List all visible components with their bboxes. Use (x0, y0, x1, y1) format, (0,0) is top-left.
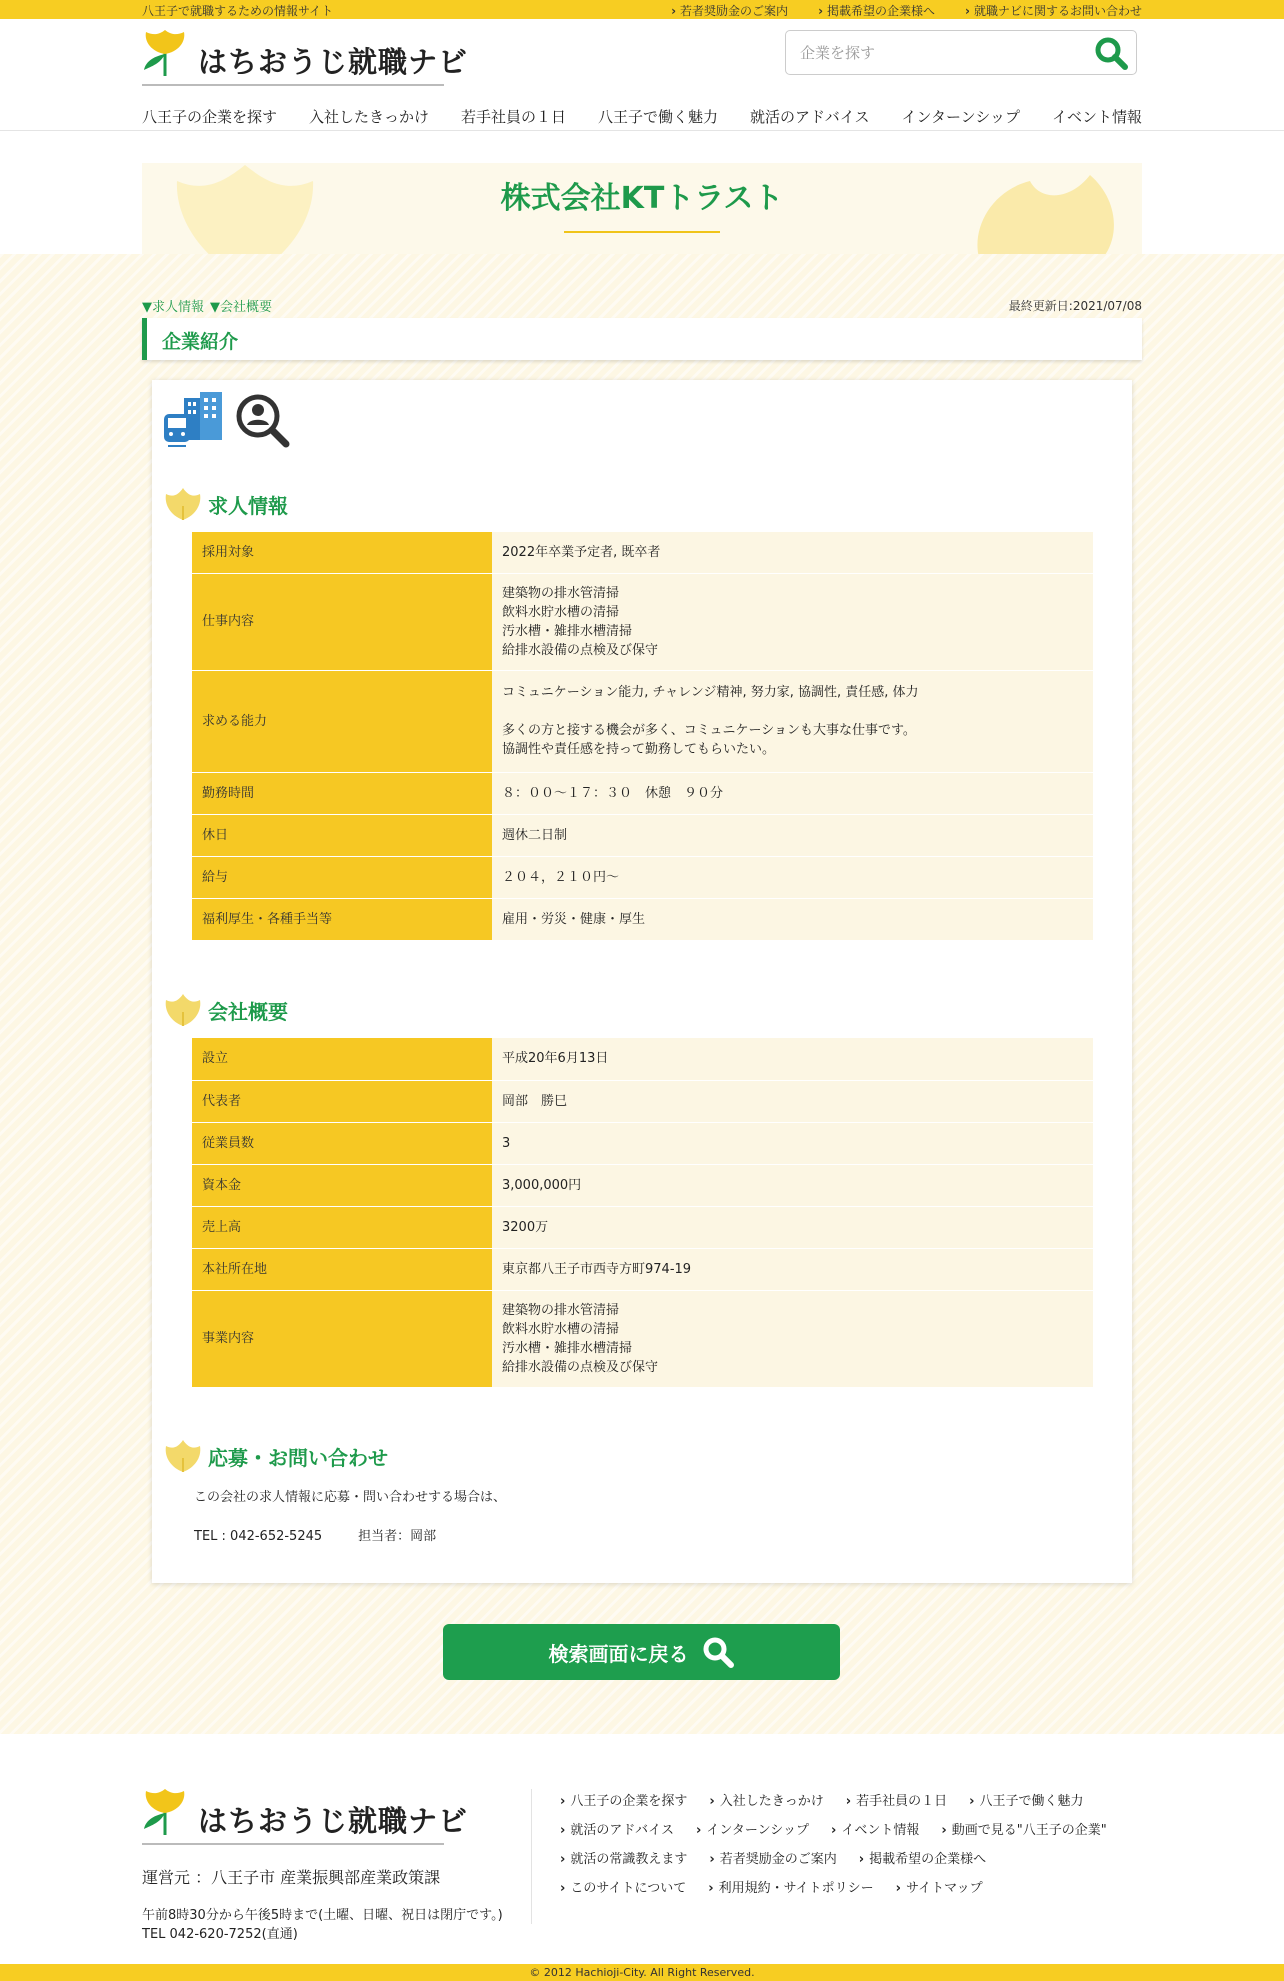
footer-divider (531, 1789, 532, 1924)
company-icons (162, 392, 290, 448)
value-line: 2022年卒業予定者, 既卒者 (502, 544, 661, 560)
row-label: 勤務時間 (192, 772, 492, 814)
row-value (492, 772, 1093, 814)
contact-heading (164, 1440, 388, 1472)
section-header (142, 318, 1142, 360)
nav-advice[interactable]: 就活のアドバイス (750, 108, 870, 126)
table-row (192, 532, 1093, 573)
company-search (785, 30, 1137, 75)
section-title: 企業紹介 (162, 331, 239, 353)
office-tel: TEL 042-620-7252(直通) (142, 1927, 298, 1942)
value-line: 飲料水貯水槽の清掃 (502, 1321, 620, 1337)
ginkgo-leaf-icon (164, 994, 202, 1026)
site-logo[interactable] (142, 30, 469, 86)
company-overview-title: 会社概要 (208, 999, 288, 1024)
nav-internship[interactable]: インターンシップ (901, 108, 1020, 126)
table-row (192, 1080, 1093, 1122)
row-label: 給与 (192, 856, 492, 898)
footer-logo[interactable] (142, 1789, 469, 1845)
ginkgo-logo-icon (142, 30, 188, 80)
value-line: 建築物の排水管清掃 (502, 585, 620, 601)
footer-link-row (560, 1848, 1160, 1877)
value-line: 週休二日制 (502, 827, 568, 843)
value-line: 汚水槽・雑排水槽清掃 (502, 1340, 633, 1356)
value-line: 多くの方と接する機会が多く、コミュニケーションも大事な仕事です。 (502, 723, 916, 738)
page-hero (0, 131, 1284, 254)
table-row (192, 1206, 1093, 1248)
search-icon[interactable] (1092, 35, 1130, 71)
top-links (671, 2, 1142, 19)
table-row (192, 856, 1093, 898)
office-hours: 午前8時30分から午後5時まで(土曜、日曜、祝日は閉庁です。) (142, 1908, 503, 1923)
table-row (192, 573, 1093, 670)
value-line: 給排水設備の点検及び保守 (502, 1359, 659, 1375)
top-bar (0, 0, 1284, 19)
value-line: ８：００～１７：３０ 休憩 ９０分 (502, 785, 724, 801)
value-line: 協調性や責任感を持って勤務してもらいたい。 (502, 742, 776, 757)
row-label: 求める能力 (192, 670, 492, 772)
footer-hours (142, 1906, 503, 1944)
footer-link[interactable]: › 就活の常識教えます (560, 1848, 687, 1877)
footer-logo-text: はちおうじ就職ナビ (198, 1804, 469, 1838)
value-line: 汚水槽・雑排水槽清掃 (502, 623, 633, 639)
footer-link[interactable]: › イベント情報 (831, 1819, 919, 1848)
footer-link[interactable]: › 利用規約・サイトポリシー (708, 1877, 873, 1906)
table-row (192, 1290, 1093, 1387)
row-label: 代表者 (192, 1080, 492, 1122)
search-icon (701, 1635, 735, 1669)
value-line: 岡部 勝巳 (502, 1093, 568, 1109)
table-row (192, 814, 1093, 856)
top-link-listing[interactable]: › 掲載希望の企業様へ (818, 2, 935, 19)
row-label: 本社所在地 (192, 1248, 492, 1290)
value-line: 給排水設備の点検及び保守 (502, 642, 659, 658)
company-overview-heading (164, 994, 288, 1026)
row-label: 仕事内容 (192, 573, 492, 670)
value-line (502, 702, 1083, 721)
search-input[interactable] (800, 41, 1080, 65)
global-nav (142, 106, 1142, 127)
nav-appeal[interactable]: 八王子で働く魅力 (598, 108, 719, 126)
footer-link[interactable]: › インターンシップ (696, 1819, 809, 1848)
contact-note: この会社の求人情報に応募・問い合わせする場合は、 (194, 1490, 507, 1505)
company-card (152, 380, 1132, 1583)
table-row (192, 1122, 1093, 1164)
value-line: コミュニケーション能力, チャレンジ精神, 努力家, 協調性, 責任感, 体力 (502, 685, 919, 700)
title-underline (564, 231, 720, 233)
footer-link[interactable]: › 八王子で働く魅力 (969, 1790, 1083, 1819)
value-line: 3200万 (502, 1219, 549, 1235)
table-row (192, 1164, 1093, 1206)
row-value (492, 1122, 1093, 1164)
logo-underline (142, 84, 444, 86)
value-line: 東京都八王子市西寺方町974-19 (502, 1261, 692, 1277)
site-tagline: 八王子で就職するための情報サイト (142, 4, 334, 18)
table-row (192, 1038, 1093, 1080)
back-to-search-button[interactable] (443, 1624, 840, 1680)
table-row (192, 898, 1093, 940)
value-line: 雇用・労災・健康・厚生 (502, 911, 646, 927)
top-link-incentive[interactable]: › 若者奨励金のご案内 (671, 2, 788, 19)
footer-links (560, 1790, 1160, 1906)
footer-link-row (560, 1819, 1160, 1848)
row-label: 休日 (192, 814, 492, 856)
last-updated: 最終更新日:2021/07/08 (1008, 299, 1142, 313)
contact-person: 担当者：岡部 (358, 1529, 437, 1544)
nav-young-day[interactable]: 若手社員の１日 (461, 108, 567, 126)
contact-tel: TEL : 042-652-5245 (194, 1529, 323, 1544)
value-line: 3,000,000円 (502, 1177, 582, 1193)
ginkgo-leaf-icon (164, 1440, 202, 1472)
footer-link-row (560, 1790, 1160, 1819)
top-link-contact[interactable]: › 就職ナビに関するお問い合わせ (965, 2, 1142, 19)
company-overview-table (192, 1038, 1093, 1388)
footer (0, 1734, 1284, 1964)
footer-link[interactable]: › 掲載希望の企業様へ (859, 1848, 986, 1877)
footer-link[interactable]: › 若手社員の１日 (846, 1790, 947, 1819)
row-value (492, 814, 1093, 856)
logo-text: はちおうじ就職ナビ (198, 45, 469, 79)
row-value (492, 1248, 1093, 1290)
footer-link[interactable]: › 若者奨励金のご案内 (709, 1848, 836, 1877)
footer-logo-underline (142, 1843, 444, 1845)
nav-find-companies[interactable]: 八王子の企業を探す (142, 108, 278, 126)
table-row (192, 1248, 1093, 1290)
footer-link[interactable]: › 八王子の企業を探す (560, 1790, 687, 1819)
value-line: 建築物の排水管清掃 (502, 1302, 620, 1318)
footer-link-row (560, 1877, 1160, 1906)
row-value (492, 1038, 1093, 1080)
footer-link[interactable]: › 動画で見る"八王子の企業" (941, 1819, 1106, 1848)
value-line: 3 (502, 1135, 511, 1151)
row-label: 福利厚生・各種手当等 (192, 898, 492, 940)
value-line: 飲料水貯水槽の清掃 (502, 604, 620, 620)
row-value (492, 898, 1093, 940)
anchor-links (142, 296, 278, 315)
row-label: 採用対象 (192, 532, 492, 573)
nav-events[interactable]: イベント情報 (1051, 108, 1142, 126)
row-value (492, 532, 1093, 573)
row-value (492, 1290, 1093, 1387)
row-label: 従業員数 (192, 1122, 492, 1164)
footer-link[interactable]: › 入社したきっかけ (709, 1790, 823, 1819)
row-value (492, 1080, 1093, 1122)
footer-link[interactable]: › サイトマップ (896, 1877, 983, 1906)
anchor-job-info[interactable]: ▼求人情報 (142, 300, 204, 315)
table-row (192, 670, 1093, 772)
anchor-company-overview[interactable]: ▼会社概要 (210, 300, 272, 315)
table-row (192, 772, 1093, 814)
page-title: 株式会社KTトラスト (500, 181, 784, 216)
contact-title: 応募・お問い合わせ (208, 1445, 388, 1470)
row-value (492, 1206, 1093, 1248)
job-info-table (192, 532, 1093, 941)
user-search-icon (234, 392, 290, 448)
ginkgo-leaf-icon (164, 488, 202, 520)
contact-info (194, 1525, 472, 1544)
footer-link[interactable]: › 就活のアドバイス (560, 1819, 674, 1848)
row-label: 設立 (192, 1038, 492, 1080)
row-value (492, 1164, 1093, 1206)
value-line: ２０４，２１０円～ (502, 869, 620, 885)
ginkgo-logo-icon (142, 1789, 188, 1839)
value-line: 平成20年6月13日 (502, 1051, 609, 1067)
row-value (492, 573, 1093, 670)
row-value (492, 856, 1093, 898)
job-info-heading (164, 488, 288, 520)
copyright: © 2012 Hachioji-City. All Right Reserved. (0, 1964, 1284, 1981)
row-label: 資本金 (192, 1164, 492, 1206)
row-value (492, 670, 1093, 772)
row-label: 事業内容 (192, 1290, 492, 1387)
train-building-icon (162, 392, 224, 448)
job-info-title: 求人情報 (208, 493, 288, 518)
nav-motivation[interactable]: 入社したきっかけ (309, 108, 430, 126)
row-label: 売上高 (192, 1206, 492, 1248)
footer-operator: 運営元 ：八王子市 産業振興部産業政策課 (142, 1868, 441, 1887)
footer-link[interactable]: › このサイトについて (560, 1877, 686, 1906)
back-button-label: 検索画面に戻る (548, 1641, 689, 1666)
